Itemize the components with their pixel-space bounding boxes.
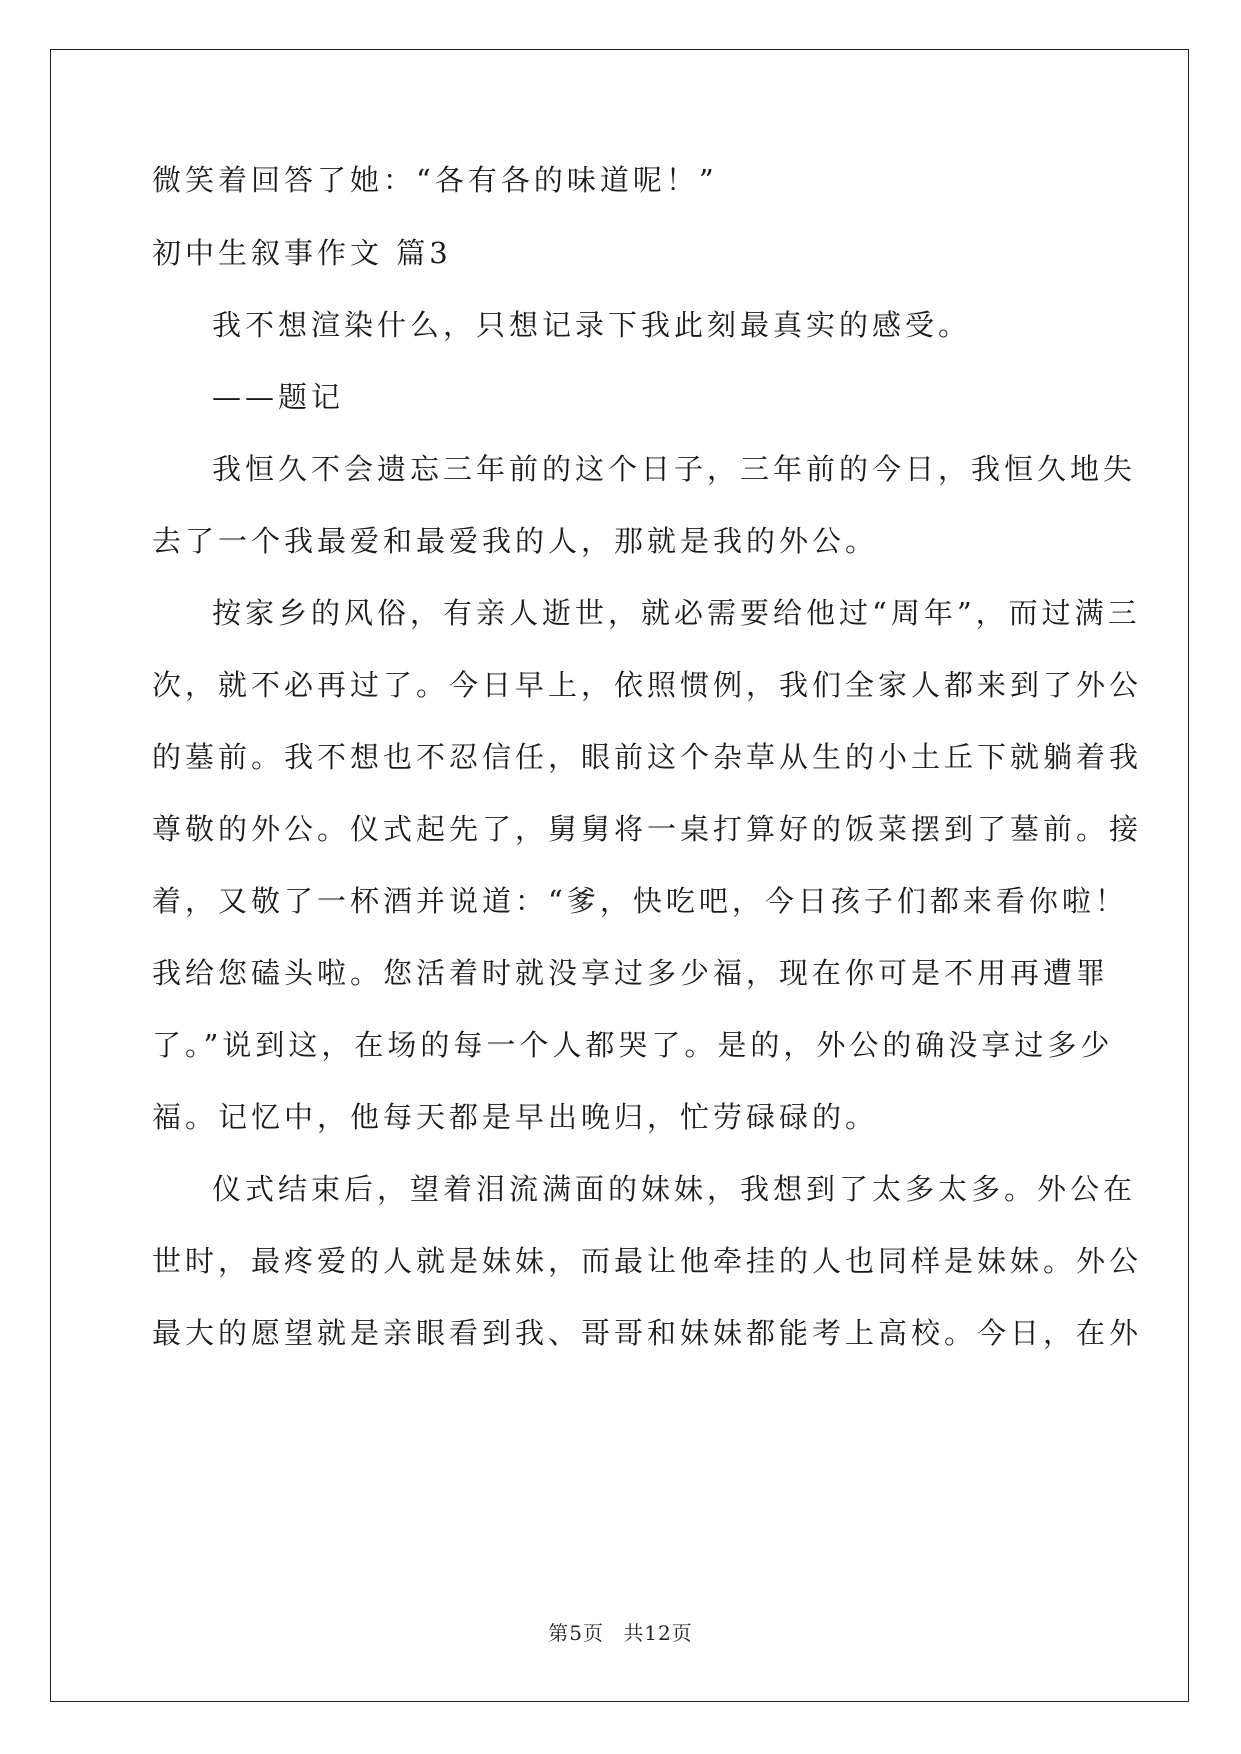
paragraph-line: 微笑着回答了她：“各有各的味道呢！”	[152, 163, 718, 197]
paragraph-line: 了。”说到这，在场的每一个人都哭了。是的，外公的确没享过多少	[152, 1028, 1114, 1062]
page-border	[50, 49, 1189, 1702]
paragraph-line: 的墓前。我不想也不忍信任，眼前这个杂草从生的小土丘下就躺着我	[152, 740, 1143, 774]
paragraph-line: 福。记忆中，他每天都是早出晚归，忙劳碌碌的。	[152, 1100, 879, 1134]
paragraph-line: 世时，最疼爱的人就是妹妹，而最让他牵挂的人也同样是妹妹。外公	[152, 1244, 1143, 1278]
paragraph-line: 仪式结束后，望着泪流满面的妹妹，我想到了太多太多。外公在	[212, 1172, 1137, 1206]
paragraph-line: 着，又敬了一杯酒并说道：“爹，快吃吧，今日孩子们都来看你啦！	[152, 884, 1128, 918]
page-number: 第5页	[548, 1621, 604, 1645]
epigraph-attribution: ——题记	[212, 380, 345, 414]
epigraph-line: 我不想渲染什么，只想记录下我此刻最真实的感受。	[212, 308, 972, 342]
paragraph-line: 尊敬的外公。仪式起先了，舅舅将一桌打算好的饭菜摆到了墓前。接	[152, 812, 1143, 846]
page-footer	[0, 1617, 1241, 1646]
section-heading: 初中生叙事作文 篇3	[152, 236, 452, 270]
paragraph-line: 最大的愿望就是亲眼看到我、哥哥和妹妹都能考上高校。今日，在外	[152, 1316, 1143, 1350]
paragraph-line: 我恒久不会遗忘三年前的这个日子，三年前的今日，我恒久地失	[212, 452, 1137, 486]
paragraph-line: 我给您磕头啦。您活着时就没享过多少福，现在你可是不用再遭罪	[152, 956, 1110, 990]
paragraph-line: 去了一个我最爱和最爱我的人，那就是我的外公。	[152, 524, 879, 558]
page-total: 共12页	[623, 1621, 693, 1645]
paragraph-line: 次，就不必再过了。今日早上，依照惯例，我们全家人都来到了外公	[152, 668, 1143, 702]
paragraph-line: 按家乡的风俗，有亲人逝世，就必需要给他过“周年”，而过满三	[212, 596, 1141, 630]
